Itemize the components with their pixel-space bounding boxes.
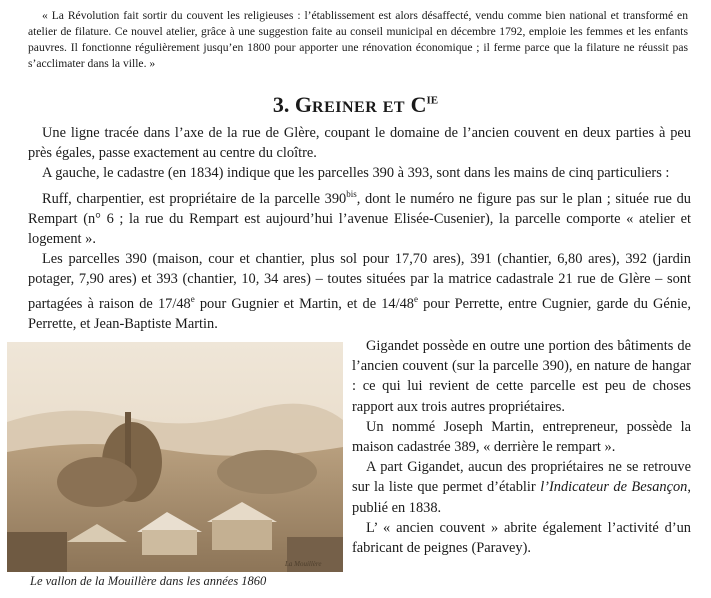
paragraph-7-italic: l’Indicateur de Besançon xyxy=(540,479,688,496)
paragraph-7-text-a: A part Gigandet, aucun des propriétaires ne se retrouve sur la liste que permet d’établir xyxy=(352,459,691,496)
heading-initial-c: C xyxy=(410,92,427,117)
heading-reiner: REINER xyxy=(312,99,378,116)
paragraph-4-sup-2: e xyxy=(414,294,418,305)
section-heading xyxy=(0,92,711,118)
photo-image xyxy=(7,342,343,572)
paragraph-4-text-a: Les parcelles 390 (maison, cour et chantier, plus sol pour 17,70 ares), 391 (chantier, 6,80 ares), 392 (jardin potager, 7,90 ares) et 393 (chantier, 10, 34 ares) – toutes situées par la matrice cadastrale 21 rue de Glère – sont partagées à raison de 17/48 xyxy=(28,251,691,313)
paragraph-3 xyxy=(28,184,691,249)
historic-photo xyxy=(7,342,343,588)
introductory-quote: « La Révolution fait sortir du couvent les religieuses : l’établissement est alors désaffecté, vendu comme bien national et transformé en atelier de filature. Ce nouvel atelier, grâce à une suggestion faite au conseil municipal en décembre 1792, emploie les femmes et les enfants pauvres. Il fonctionne régulièrement jusqu’en 1800 pour apporter une rénovation économique ; il ferme parce que la filature ne réussit pas s’acclimater dans la ville. » xyxy=(28,9,688,70)
photo-inscription: La Mouillère xyxy=(285,560,322,568)
heading-et: ET xyxy=(382,99,406,116)
paragraph-2: A gauche, le cadastre (en 1834) indique que les parcelles 390 à 393, sont dans les mains de cinq particuliers : xyxy=(42,165,670,182)
paragraph-7-text-b: , publié en 1838. xyxy=(352,479,691,516)
body-text-top xyxy=(28,123,691,335)
paragraph-4-sup-1: e xyxy=(190,294,195,305)
paragraph-8: L’ « ancien couvent » abrite également l’activité d’un fabricant de peignes (Paravey). xyxy=(352,519,691,557)
paragraph-4-text-c: pour Perrette, entre Cugnier, garde du Génie, Perrette, et Jean-Baptiste Martin. xyxy=(28,296,692,333)
paragraph-3-text-b: , dont le numéro ne figure pas sur le plan ; située rue du Rempart (n° 6 ; la rue du Rempart est aujourd’hui l’avenue Elisée-Cusenier), la parcelle comporte « atelier et logement ». xyxy=(28,190,691,247)
paragraph-4 xyxy=(28,249,691,335)
paragraph-6: Un nommé Joseph Martin, entrepreneur, possède la maison cadastrée 389, « derrière le rempart ». xyxy=(352,418,691,456)
photo-caption: Le vallon de la Mouillère dans les années 1860 xyxy=(30,574,267,588)
paragraph-7 xyxy=(352,457,691,518)
paragraph-4-text-b: pour Gugnier et Martin, et de 14/48 xyxy=(194,296,414,313)
heading-initial-g: G xyxy=(294,92,313,117)
paragraph-3-text-a: Ruff, charpentier, est propriétaire de la parcelle 390 xyxy=(42,190,347,207)
paragraph-5: Gigandet possède en outre une portion des bâtiments de l’ancien couvent (sur la parcelle 390), en nature de hangar : ce qui lui revient de cette parcelle est peu de choses rapport aux trois autres propriétaires. xyxy=(352,338,691,415)
paragraph-3-sup: bis xyxy=(346,188,357,199)
heading-number: 3. xyxy=(272,92,290,117)
body-text-right xyxy=(352,336,691,558)
paragraph-1: Une ligne tracée dans l’axe de la rue de Glère, coupant le domaine de l’ancien couvent en deux parties à peu près égales, passe exactement au centre du cloître. xyxy=(28,125,691,162)
heading-ie: IE xyxy=(426,94,439,107)
